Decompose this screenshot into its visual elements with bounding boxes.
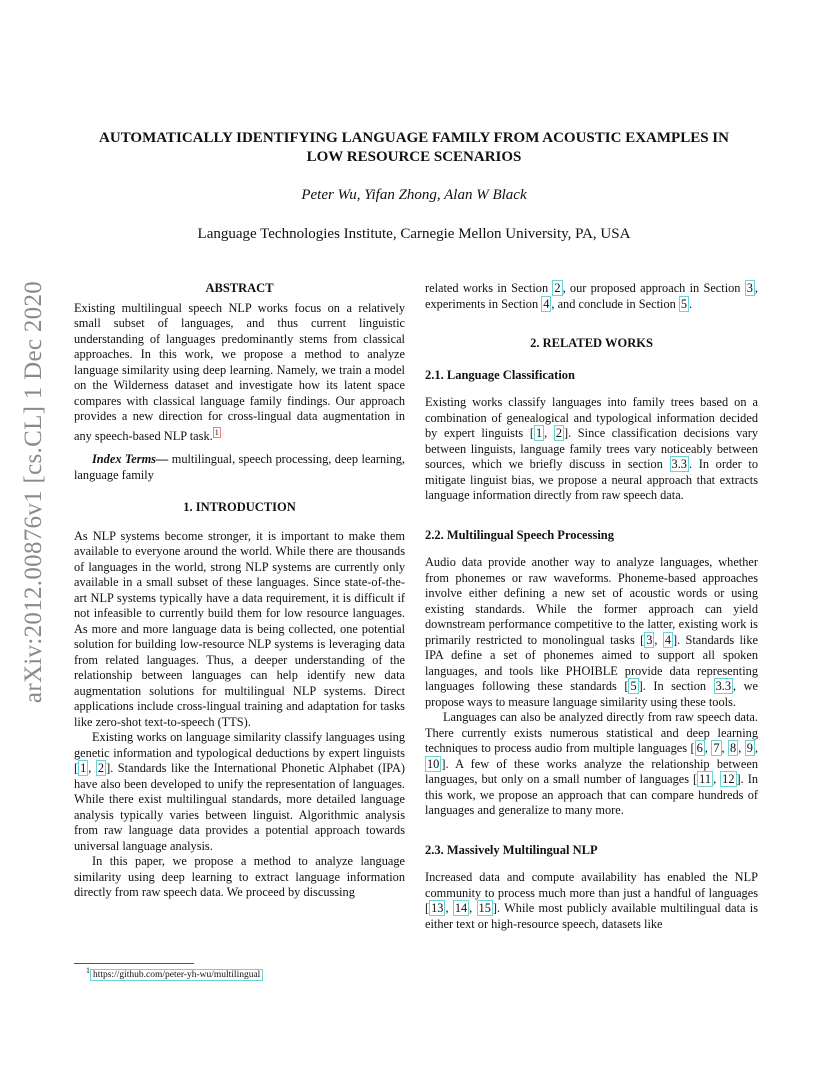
footnote-url-link[interactable]: https://github.com/peter-yh-wu/multilingual bbox=[90, 969, 263, 981]
citation-link[interactable]: 2 bbox=[97, 761, 105, 776]
section-link[interactable]: 3.3 bbox=[671, 457, 687, 471]
citation-link[interactable]: 10 bbox=[427, 756, 440, 771]
title-line-1: AUTOMATICALLY IDENTIFYING LANGUAGE FAMILY FROM ACOUSTIC EXAMPLES IN bbox=[99, 130, 729, 146]
left-column bbox=[74, 281, 405, 901]
section-link[interactable]: 3 bbox=[746, 281, 753, 295]
index-terms: Index Terms— multilingual, speech processing, deep learning, language family bbox=[74, 452, 406, 482]
intro-paragraph-2: Existing works on language similarity classify languages using genetic information and typological deductions by expert linguists [ 1 , 2 ]. Standards like the International Phonetic Alphabet (IPA) have also been developed to unify the representation of languages. While there exist multilingual standards, more detailed language analysis typically varies between linguist. Algorithmic analysis from raw language data provides a potential approach towards universal language analysis. bbox=[74, 730, 405, 853]
multilingual-speech-text-1: Audio data provide another way to analyze languages, whether from phonemes or raw waveforms. Phoneme-based approaches involve either defining a new set of acoustic words or using existing standards. While the former approach can yield downstream performance competitive to the latter, existing work is primarily restricted to monolingual tasks [ 3 , 4 ]. Standards like IPA define a set of phonemes aimed to support all spoken languages, and tools like PHOIBLE provide data representing languages following these standards [ 5 ]. In section 3.3 , we propose ways to measure language similarity using these tools. bbox=[425, 555, 759, 709]
multilingual-speech-text-2: Languages can also be analyzed directly from raw speech data. There currently exists numerous statistical and deep learning techniques to process audio from multiple languages [ 6 , 7 , 8 , 9 , 10 ]. A few of these works analyze the relationship between languages, but only on a small number of languages [ 11 , 12 ]. In this work, we propose an approach that can compare hundreds of languages and generalize to many more. bbox=[425, 710, 759, 817]
paper-title bbox=[60, 129, 768, 167]
section-link[interactable]: 3.3 bbox=[715, 679, 732, 693]
footnote-mark: 1 bbox=[86, 966, 90, 975]
subsection-heading-2-3: 2.3. Massively Multilingual NLP bbox=[425, 842, 598, 857]
citation-link[interactable]: 6 bbox=[696, 741, 703, 755]
citation-link[interactable]: 14 bbox=[454, 901, 468, 915]
subsection-heading-2-2: 2.2. Multilingual Speech Processing bbox=[425, 527, 615, 542]
massively-multilingual-text: Increased data and compute availability has enabled the NLP community to process much more than just a handful of languages [ 13 , 14 , 15 ]. While most publicly available multilingual data is either text or high-resource speech, datasets like bbox=[425, 870, 759, 931]
citation-link[interactable]: 3 bbox=[646, 632, 653, 647]
subsection-heading-2-1: 2.1. Language Classification bbox=[425, 367, 576, 382]
section-link[interactable]: 5 bbox=[680, 296, 688, 311]
citation-link[interactable]: 1 bbox=[535, 426, 543, 440]
citation-link[interactable]: 12 bbox=[722, 772, 735, 786]
section-link[interactable]: 2 bbox=[554, 281, 561, 295]
authors: Peter Wu, Yifan Zhong, Alan W Black bbox=[301, 187, 527, 203]
intro-paragraph-1: As NLP systems become stronger, it is important to make them available to everyone around the world. While there are thousands of languages in the world, strong NLP systems are currently only available in a small subset of these languages. Since state-of-the-art NLP systems typically have a data requirement, it is difficult if not infeasible to currently build them for low resource languages. As more and more language data is being collected, one potential solution for building low-resource NLP systems is leveraging data from related languages. Thus, a deeper understanding of the relationship between languages can help identify new data augmentation solutions for multilingual NLP systems. Direct applications include cross-lingual training and adaptation for tasks like zero-shot text-to-speech (TTS). bbox=[74, 528, 405, 729]
citation-link[interactable]: 2 bbox=[555, 426, 562, 440]
right-column bbox=[425, 281, 758, 932]
intro-heading: 1. INTRODUCTION bbox=[183, 500, 296, 515]
affiliation: Language Technologies Institute, Carnegie Mellon University, PA, USA bbox=[197, 226, 631, 242]
citation-link[interactable]: 1 bbox=[80, 761, 87, 776]
citation-link[interactable]: 11 bbox=[699, 772, 712, 786]
citation-link[interactable]: 7 bbox=[713, 741, 720, 755]
citation-link[interactable]: 15 bbox=[478, 901, 491, 915]
abstract-text: Existing multilingual speech NLP works focus on a relatively small subset of languages, and thus current linguistic understanding of languages predominantly stems from classical approaches. In this work, we propose a method to analyze language similarity using deep learning. Namely, we train a model on the Wilderness dataset and investigate how its latent space compares with classical language family findings. Our approach provides a new direction for cross-lingual data augmentation in any speech-based NLP task. $^1$ bbox=[74, 300, 405, 443]
footnote-ref[interactable]: 1 bbox=[214, 427, 219, 437]
abstract-heading: ABSTRACT bbox=[205, 281, 274, 295]
citation-link[interactable]: 5 bbox=[630, 679, 637, 693]
arxiv-sidebar bbox=[4, 280, 64, 704]
citation-link[interactable]: 9 bbox=[746, 741, 753, 755]
title-line-2: LOW RESOURCE SCENARIOS bbox=[306, 149, 522, 165]
language-classification-text: Existing works classify languages into family trees based on a combination of genealogical and typological information decided by expert linguists [ 1 , 2 ]. Since classification decisions vary between linguists, language family trees vary noticeably between sources, which we briefly discuss in section 3.3 . In order to mitigate linguist bias, we propose a neural approach that extracts language information directly from raw speech data. bbox=[425, 395, 758, 502]
citation-link[interactable]: 8 bbox=[730, 741, 737, 755]
citation-link[interactable]: 13 bbox=[431, 901, 444, 915]
citation-link[interactable]: 4 bbox=[664, 632, 671, 647]
arxiv-id: arXiv:2012.00876v1 [cs.CL] 1 Dec 2020 bbox=[20, 280, 47, 704]
section-link[interactable]: 4 bbox=[543, 296, 550, 311]
intro-paragraph-3: In this paper, we propose a method to analyze language similarity using deep learning to extract language information directly from raw speech data. We proceed by discussing bbox=[74, 854, 405, 900]
footnote-rule bbox=[74, 963, 194, 964]
section-overview: related works in Section 2 , our proposed approach in Section 3 , experiments in Section 4 , and conclude in Section 5 . bbox=[425, 281, 758, 311]
footnote bbox=[86, 966, 263, 980]
related-works-heading: 2. RELATED WORKS bbox=[530, 336, 653, 350]
